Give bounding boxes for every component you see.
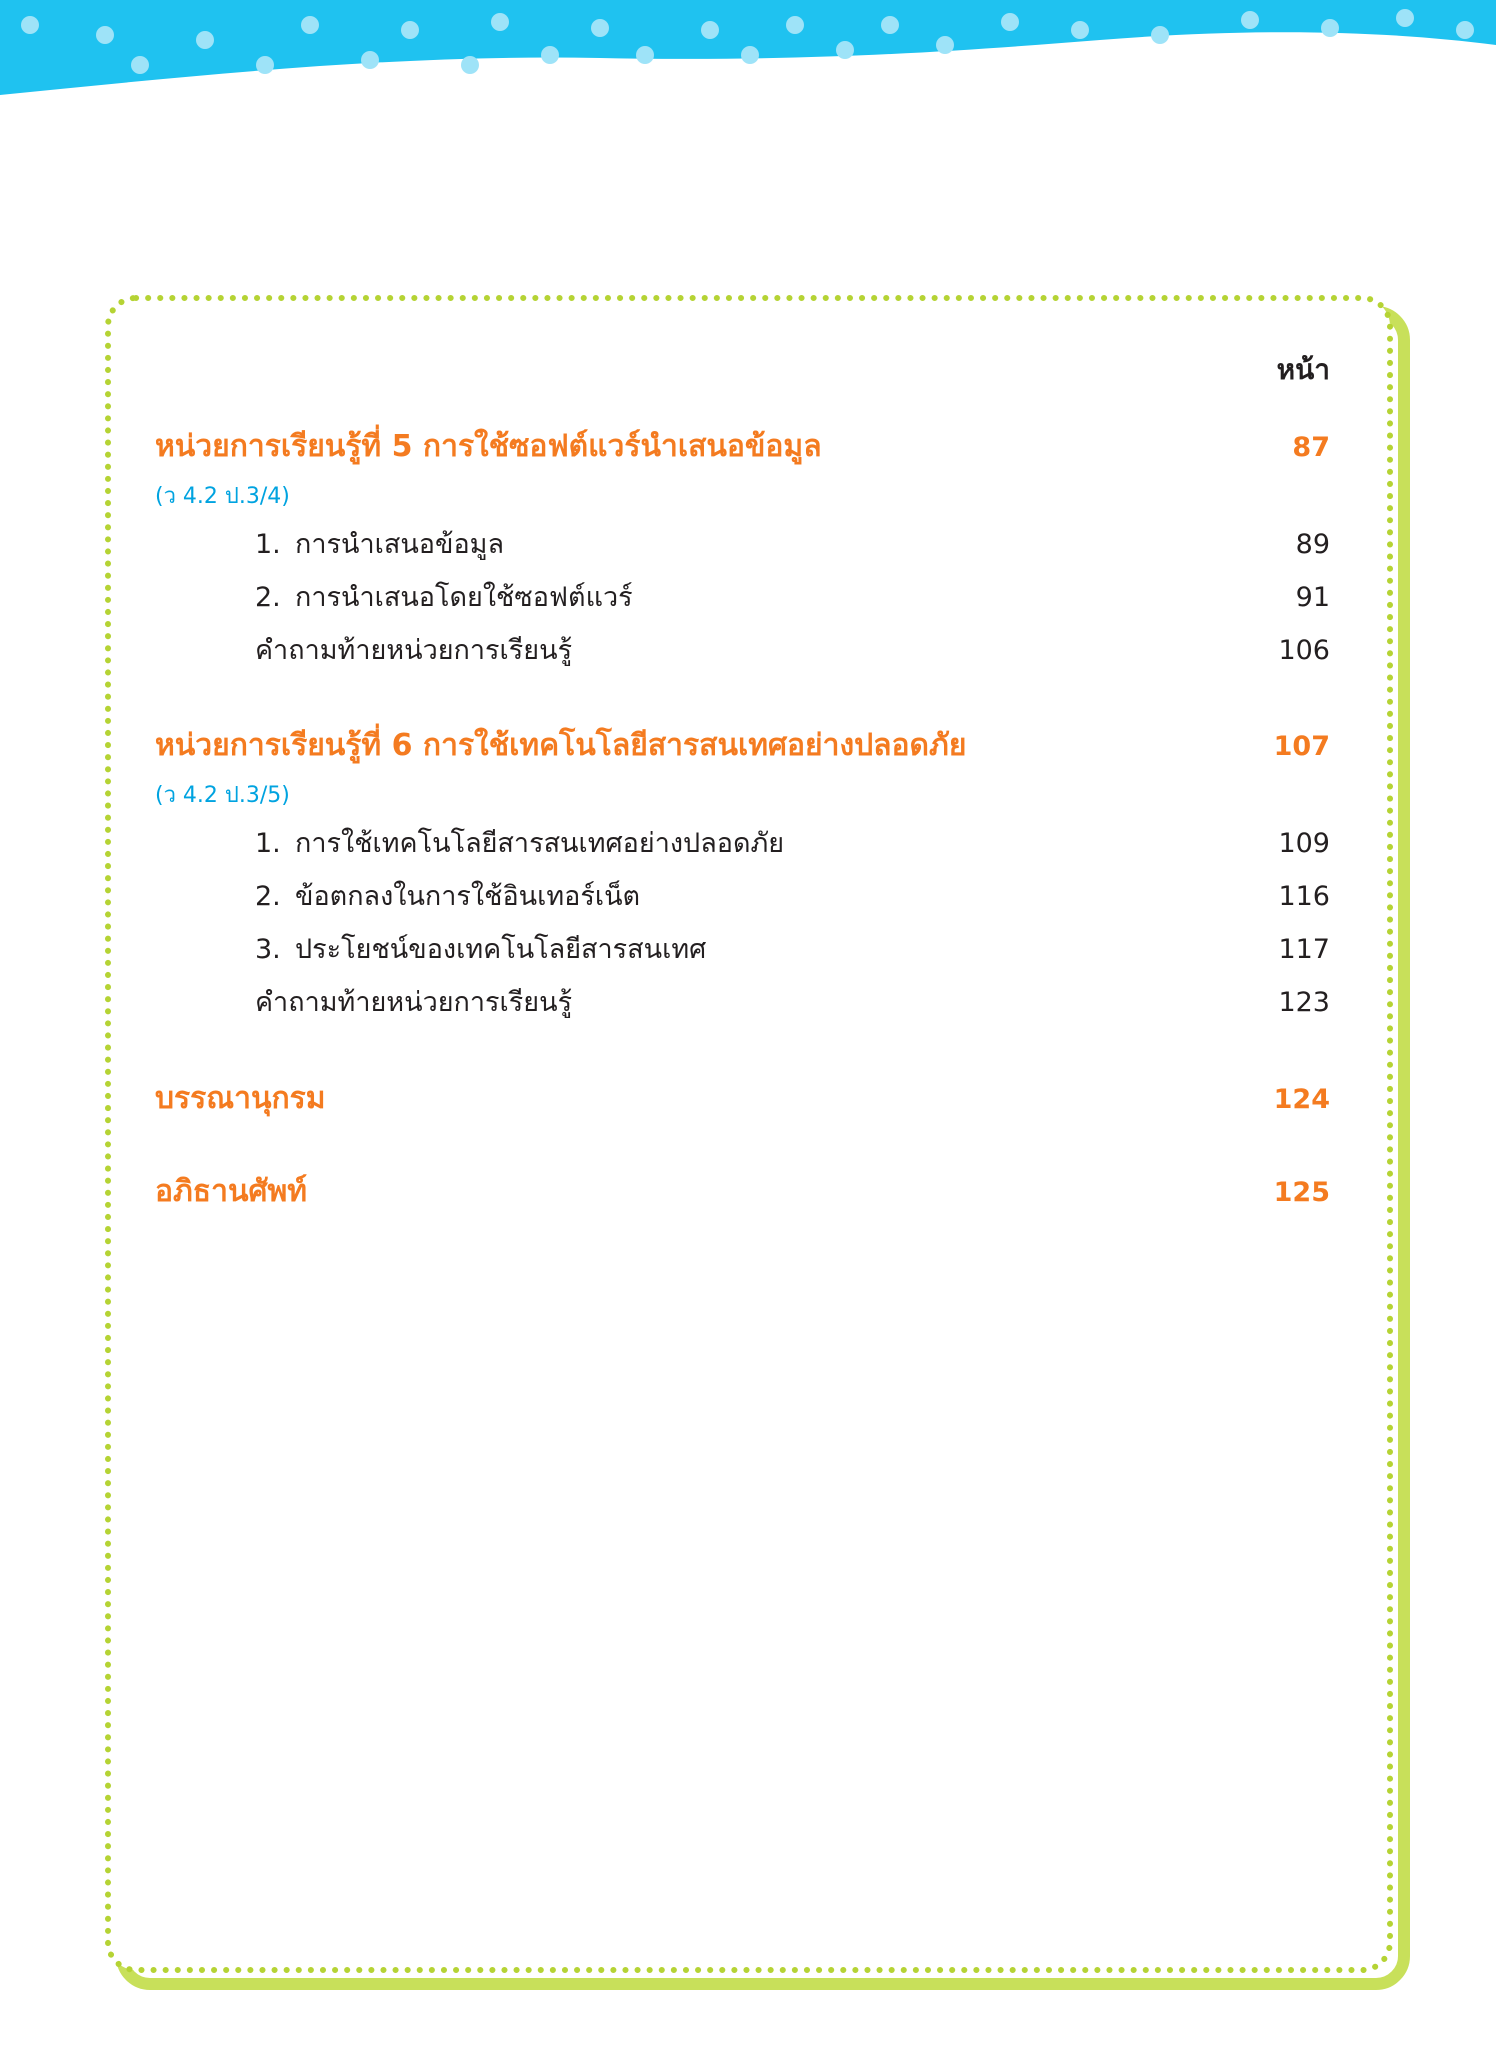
toc-unit-6[interactable] [155,722,1330,769]
table-of-contents [100,290,1410,1990]
unit-standard: (ว 4.2 ป.3/4) [155,484,290,509]
entry-page-number: 123 [1278,987,1330,1018]
unit-page-number: 107 [1273,731,1330,762]
toc-glossary[interactable] [155,1168,1330,1215]
back-matter-title: อภิธานศัพท์ [155,1174,308,1209]
entry-page-number: 117 [1278,934,1330,965]
toc-entry[interactable] [255,628,1330,671]
toc-entry[interactable] [255,575,1330,618]
entry-label: การนำเสนอโดยใช้ซอฟต์แวร์ [295,582,633,613]
toc-bibliography[interactable] [155,1075,1330,1122]
entry-page-number: 91 [1295,582,1330,613]
page-column-header: หน้า [1276,353,1330,386]
toc-unit-5[interactable] [155,423,1330,470]
entry-page-number: 116 [1278,881,1330,912]
entry-label: คำถามท้ายหน่วยการเรียนรู้ [255,635,573,666]
toc-entry[interactable] [255,927,1330,970]
toc-entry[interactable] [255,821,1330,864]
toc-entry[interactable] [255,980,1330,1023]
unit-standard: (ว 4.2 ป.3/5) [155,783,290,808]
back-matter-title: บรรณานุกรม [155,1081,326,1116]
toc-entry[interactable] [255,874,1330,917]
unit-page-number: 87 [1292,432,1330,463]
back-matter-page-number: 124 [1273,1084,1330,1115]
top-wave-banner [0,0,1496,100]
entry-page-number: 106 [1278,635,1330,666]
unit-title: หน่วยการเรียนรู้ที่ 5 การใช้ซอฟต์แวร์นำเสนอข้อมูล [155,429,822,464]
entry-number: 3. [255,934,281,965]
entry-page-number: 89 [1295,529,1330,560]
toc-entry[interactable] [255,522,1330,565]
entry-page-number: 109 [1278,828,1330,859]
entry-number: 1. [255,529,281,560]
entry-label: การใช้เทคโนโลยีสารสนเทศอย่างปลอดภัย [295,828,785,859]
entry-number: 2. [255,881,281,912]
entry-number: 1. [255,828,281,859]
entry-number: 2. [255,582,281,613]
entry-label: ประโยชน์ของเทคโนโลยีสารสนเทศ [295,934,707,965]
entry-label: คำถามท้ายหน่วยการเรียนรู้ [255,987,573,1018]
unit-title: หน่วยการเรียนรู้ที่ 6 การใช้เทคโนโลยีสารสนเทศอย่างปลอดภัย [155,728,967,763]
back-matter-page-number: 125 [1273,1177,1330,1208]
entry-label: การนำเสนอข้อมูล [295,529,505,560]
entry-label: ข้อตกลงในการใช้อินเทอร์เน็ต [295,881,641,912]
